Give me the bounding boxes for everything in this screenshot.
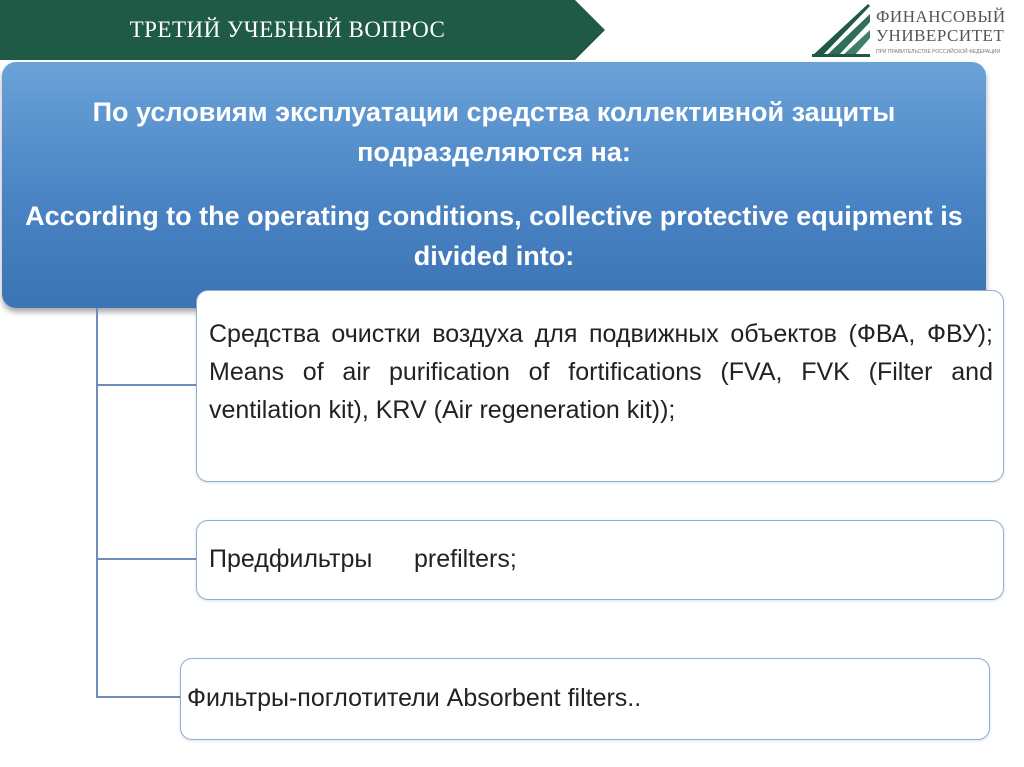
tree-vertical-line	[96, 308, 98, 698]
list-item-text: Предфильтры prefilters;	[209, 545, 517, 573]
list-item	[196, 520, 1004, 600]
header-text-ru: По условиям эксплуатации средства коллективной защиты подразделяются на:	[92, 97, 896, 167]
tree-branch-3	[96, 696, 180, 698]
tree-branch-1	[96, 384, 196, 386]
university-logo	[808, 2, 1024, 60]
logo-text-line3: ПРИ ПРАВИТЕЛЬСТВЕ РОССИЙСКОЙ ФЕДЕРАЦИИ	[876, 49, 1001, 55]
header-box	[2, 62, 986, 308]
list-item-text: Средства очистки воздуха для подвижных объектов (ФВА, ФВУ); Means of air purification of fortifications (FVA, FVK (Filter and ventilation kit), KRV (Air regeneration kit));	[209, 320, 993, 424]
section-banner	[0, 0, 605, 60]
logo-text-line1: ФИНАНСОВЫЙ	[876, 7, 1006, 26]
tree-branch-2	[96, 558, 196, 560]
list-item	[196, 290, 1004, 482]
header-text-en: According to the operating conditions, collective protective equipment is divided into:	[25, 201, 963, 271]
banner-title: ТРЕТИЙ УЧЕБНЫЙ ВОПРОС	[129, 17, 446, 42]
list-item	[180, 658, 990, 740]
logo-text-line2: УНИВЕРСИТЕТ	[876, 26, 1005, 45]
list-item-text: Фильтры-поглотители Absorbent filters..	[187, 684, 642, 712]
logo-emblem-icon	[808, 2, 874, 58]
